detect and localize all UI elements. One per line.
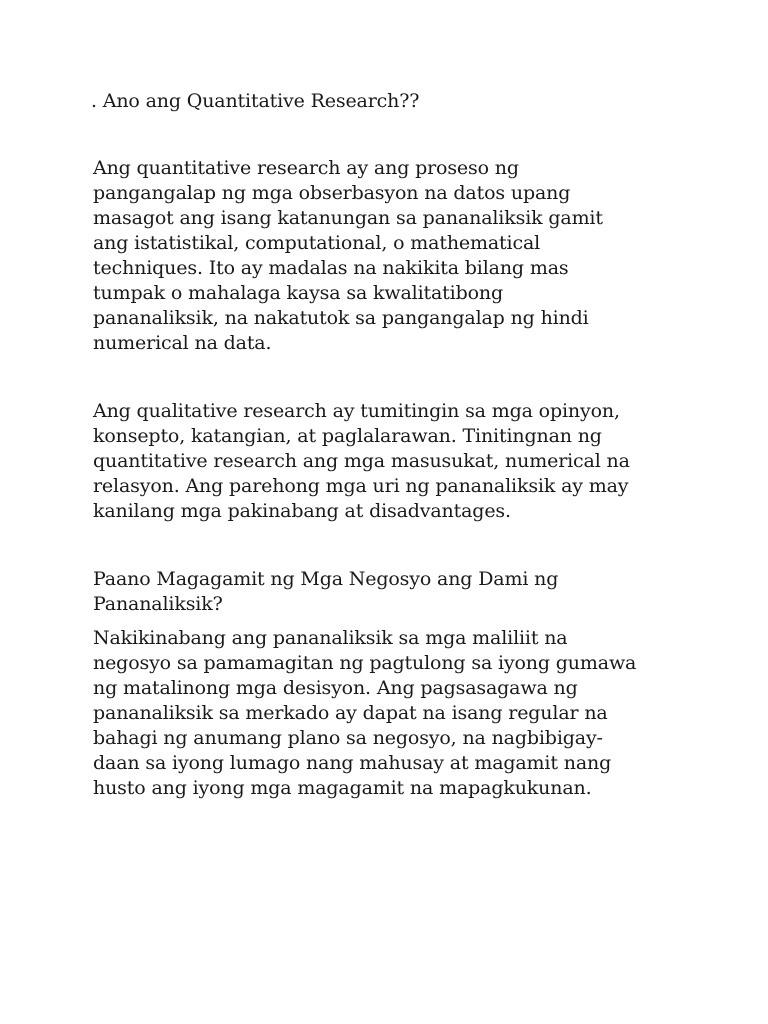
paragraph-line: ng matalinong mga desisyon. Ang pagsasagawa ng xyxy=(93,677,578,699)
paragraph-line: husto ang iyong mga magagamit na mapagkukunan. xyxy=(93,777,592,799)
paragraph-line: pananaliksik sa merkado ay dapat na isang regular na xyxy=(93,702,608,724)
paragraph-line: techniques. Ito ay madalas na nakikita bilang mas xyxy=(93,257,569,279)
paragraph-line: konsepto, katangian, at paglalarawan. Tinitingnan ng xyxy=(93,425,602,447)
paragraph-line: kanilang mga pakinabang at disadvantages. xyxy=(93,500,511,522)
paragraph-line: relasyon. Ang parehong mga uri ng pananaliksik ay may xyxy=(93,475,629,497)
paragraph-line: bahagi ng anumang plano sa negosyo, na nagbibigay- xyxy=(93,727,603,749)
paragraph-line: numerical na data. xyxy=(93,332,272,354)
paragraph-line: Ang qualitative research ay tumitingin sa mga opinyon, xyxy=(93,400,620,422)
document-title: . Ano ang Quantitative Research?? xyxy=(91,90,420,112)
paragraph-line: tumpak o mahalaga kaysa sa kwalitatibong xyxy=(93,282,503,304)
heading-line: Paano Magagamit ng Mga Negosyo ang Dami ng xyxy=(93,568,559,590)
paragraph-line: quantitative research ang mga masusukat, numerical na xyxy=(93,450,630,472)
paragraph-line: Ang quantitative research ay ang proseso ng xyxy=(93,157,519,179)
heading-line: Pananaliksik? xyxy=(93,593,223,615)
paragraph-line: masagot ang isang katanungan sa pananaliksik gamit xyxy=(93,207,603,229)
paragraph-line: Nakikinabang ang pananaliksik sa mga maliliit na xyxy=(93,627,568,649)
paragraph-line: negosyo sa pamamagitan ng pagtulong sa iyong gumawa xyxy=(93,652,637,674)
paragraph-line: daan sa iyong lumago nang mahusay at magamit nang xyxy=(93,752,612,774)
paragraph-line: ang istatistikal, computational, o mathematical xyxy=(93,232,541,254)
paragraph-line: pangangalap ng mga obserbasyon na datos upang xyxy=(93,182,571,204)
paragraph-line: pananaliksik, na nakatutok sa pangangalap ng hindi xyxy=(93,307,589,329)
